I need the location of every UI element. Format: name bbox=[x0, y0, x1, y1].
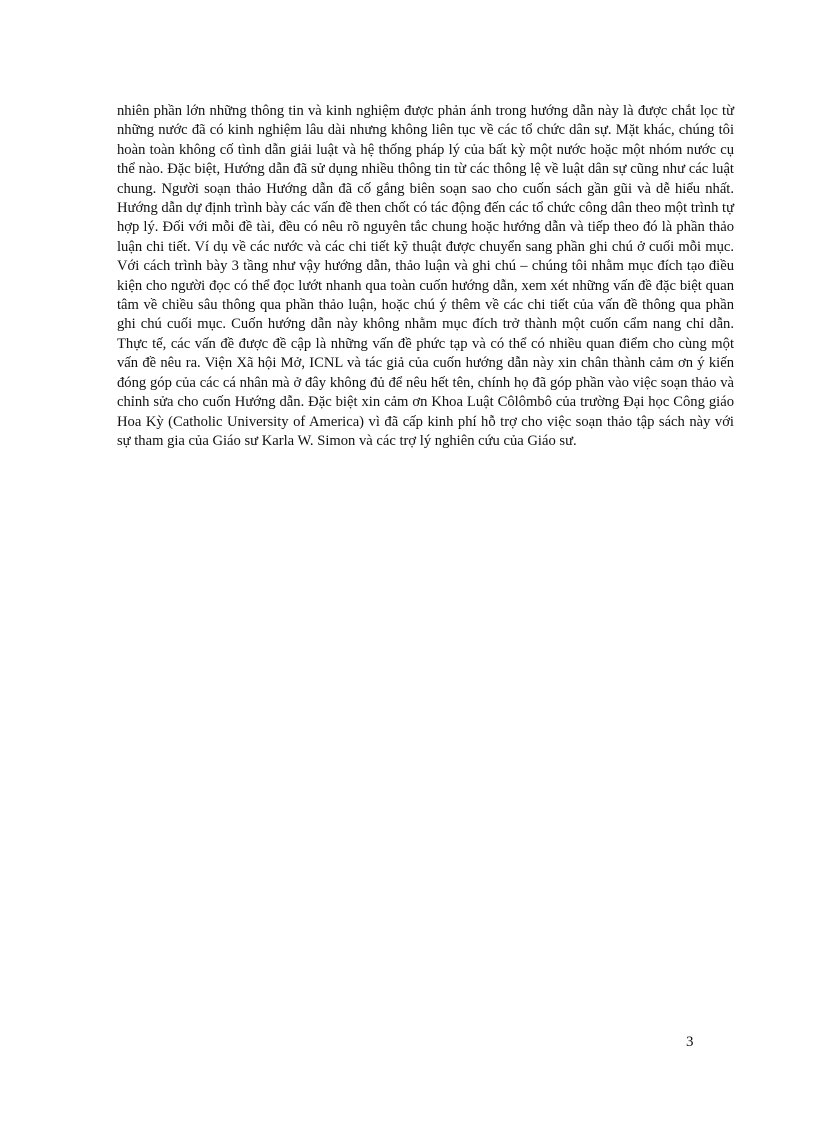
page-number: 3 bbox=[686, 1034, 694, 1050]
body-paragraph: nhiên phần lớn những thông tin và kinh nghiệm được phản ánh trong hướng dẫn này là được chắt lọc từ những nước đã có kinh nghiệm lâu dài nhưng không liên tục về các tổ chức dân sự. Mặt khác, chúng tôi hoàn toàn không cố tình dẫn giải luật và hệ thống pháp lý của bất kỳ một nước hoặc một nhóm nước cụ thể nào. Đặc biệt, Hướng dẫn đã sử dụng nhiều thông tin từ các thông lệ về luật dân sự cũng như các luật chung. Người soạn thảo Hướng dẫn đã cố gắng biên soạn sao cho cuốn sách gần gũi và dễ hiểu nhất. Hướng dẫn dự định trình bày các vấn đề then chốt có tác động đến các tổ chức công dân theo một trình tự hợp lý. Đối với mỗi đề tài, đều có nêu rõ nguyên tắc chung hoặc hướng dẫn và tiếp theo đó là phần thảo luận chi tiết. Ví dụ về các nước và các chi tiết kỹ thuật được chuyển sang phần ghi chú ở cuối mỗi mục. Với cách trình bày 3 tầng như vậy hướng dẫn, thảo luận và ghi chú – chúng tôi nhằm mục đích tạo điều kiện cho người đọc có thể đọc lướt nhanh qua toàn cuốn hướng dẫn, xem xét những vấn đề đặc biệt quan tâm về chiều sâu thông qua phần thảo luận, hoặc chú ý thêm về các chi tiết của vấn đề thông qua phần ghi chú cuối mục. Cuốn hướng dẫn này không nhằm mục đích trở thành một cuốn cẩm nang chỉ dẫn. Thực tế, các vấn đề được đề cập là những vấn đề phức tạp và có thể có nhiều quan điểm cho cùng một vấn đề nêu ra. Viện Xã hội Mở, ICNL và tác giả của cuốn hướng dẫn này xin chân thành cảm ơn ý kiến đóng góp của các cá nhân mà ở đây không đủ để nêu hết tên, chính họ đã góp phần vào việc soạn thảo và chỉnh sửa cho cuốn Hướng dẫn. Đặc biệt xin cảm ơn Khoa Luật Côlômbô của trường Đại học Công giáo Hoa Kỳ (Catholic University of America) vì đã cấp kinh phí hỗ trợ cho việc soạn thảo tập sách này với sự tham gia của Giáo sư Karla W. Simon và các trợ lý nghiên cứu của Giáo sư. bbox=[117, 103, 734, 449]
